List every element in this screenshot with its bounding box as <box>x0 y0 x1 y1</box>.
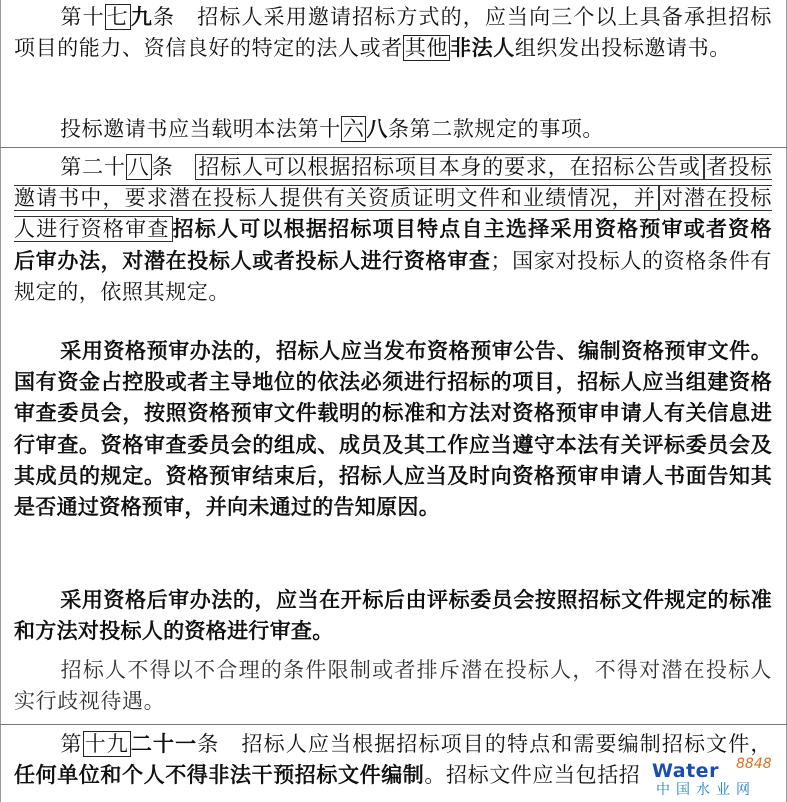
article-20-paragraph-2: 采用资格预审办法的，招标人应当发布资格预审公告、编制资格预审文件。国有资金占控股或者主导地位的依法必须进行招标的项目，招标人应当组建资格审查委员会，按照资格预审文件载明的标准和方法对资格预审申请人有关信息进行审查。资格审查委员会的组成、成员及其工作应当遵守本法有关评标委员会及其成员的规定。资格预审结束后，招标人应当及时向资格预审申请人书面告知其是否通过资格预审，并向未通过的告知原因。 <box>14 339 772 520</box>
watermark-number: 8848 <box>736 756 772 772</box>
inserted-text: 八 <box>366 117 389 141</box>
row-divider <box>0 724 787 725</box>
inserted-text: 招标人可以根据招标项目特点自主选择采用资格预审或者资格后审办法，对潜在投标人或者投标人进行资格审查 <box>14 217 773 273</box>
article-20-paragraph-1: 第二十八条 招标人可以根据招标项目本身的要求，在招标公告或 者投标邀请书中，要求潜在投标人提供有关资质证明文件和业绩情况，并 对潜在投标人进行资格审查 招标人可以根据招标项目特点自主选择采用资格预审或者资格后审办法，对潜在投标人或者投标人进行资格审查；国家对投标人的资格条件有规定的，依照其规定。 <box>14 155 773 304</box>
row-divider <box>0 147 787 148</box>
deleted-text-box: 六 <box>342 117 365 141</box>
article-19-paragraph-1: 第十七九条 招标人采用邀请招标方式的，应当向三个以上具备承担招标项目的能力、资信良好的特定的法人或者其他非法人组织发出投标邀请书。 <box>14 5 772 61</box>
article-20-paragraph-4: 招标人不得以不合理的条件限制或者排斥潜在投标人，不得对潜在投标人实行歧视待遇。 <box>14 658 772 714</box>
deleted-text-box: 其他 <box>404 36 449 61</box>
inserted-text: 九 <box>130 5 154 29</box>
article-19-paragraph-2: 投标邀请书应当载明本法第十六八条第二款规定的事项。 <box>60 117 605 141</box>
article-21-paragraph-1: 第十九二十一条 招标人应当根据招标项目的特点和需要编制招标文件，任何单位和个人不得非法干预招标文件编制。招标文件应当包括招 <box>14 732 772 788</box>
deleted-text-box: 七 <box>106 5 129 29</box>
deleted-text-box: 对潜在投标人进行资格审查 <box>14 186 772 242</box>
watermark-subtitle: 中国水业网 <box>656 782 756 798</box>
left-border <box>0 0 1 802</box>
deleted-text-box: 八 <box>127 155 150 179</box>
deleted-text-box: 招标人可以根据招标项目本身的要求，在招标公告或 <box>195 154 703 180</box>
inserted-text: 任何单位和个人不得非法干预招标文件编制 <box>14 763 425 788</box>
inserted-text: 非法人 <box>450 36 515 61</box>
watermark-logo <box>652 756 784 800</box>
watermark-brand: Water <box>652 760 719 782</box>
inserted-text: 二十一 <box>130 732 198 756</box>
article-20-paragraph-3: 采用资格后审办法的，应当在开标后由评标委员会按照招标文件规定的标准和方法对投标人的资格进行审查。 <box>14 588 772 644</box>
deleted-text-box: 者投标邀请书中，要求潜在投标人提供有关资质证明文件和业绩情况，并 <box>14 155 772 211</box>
deleted-text-box: 十九 <box>84 732 129 756</box>
